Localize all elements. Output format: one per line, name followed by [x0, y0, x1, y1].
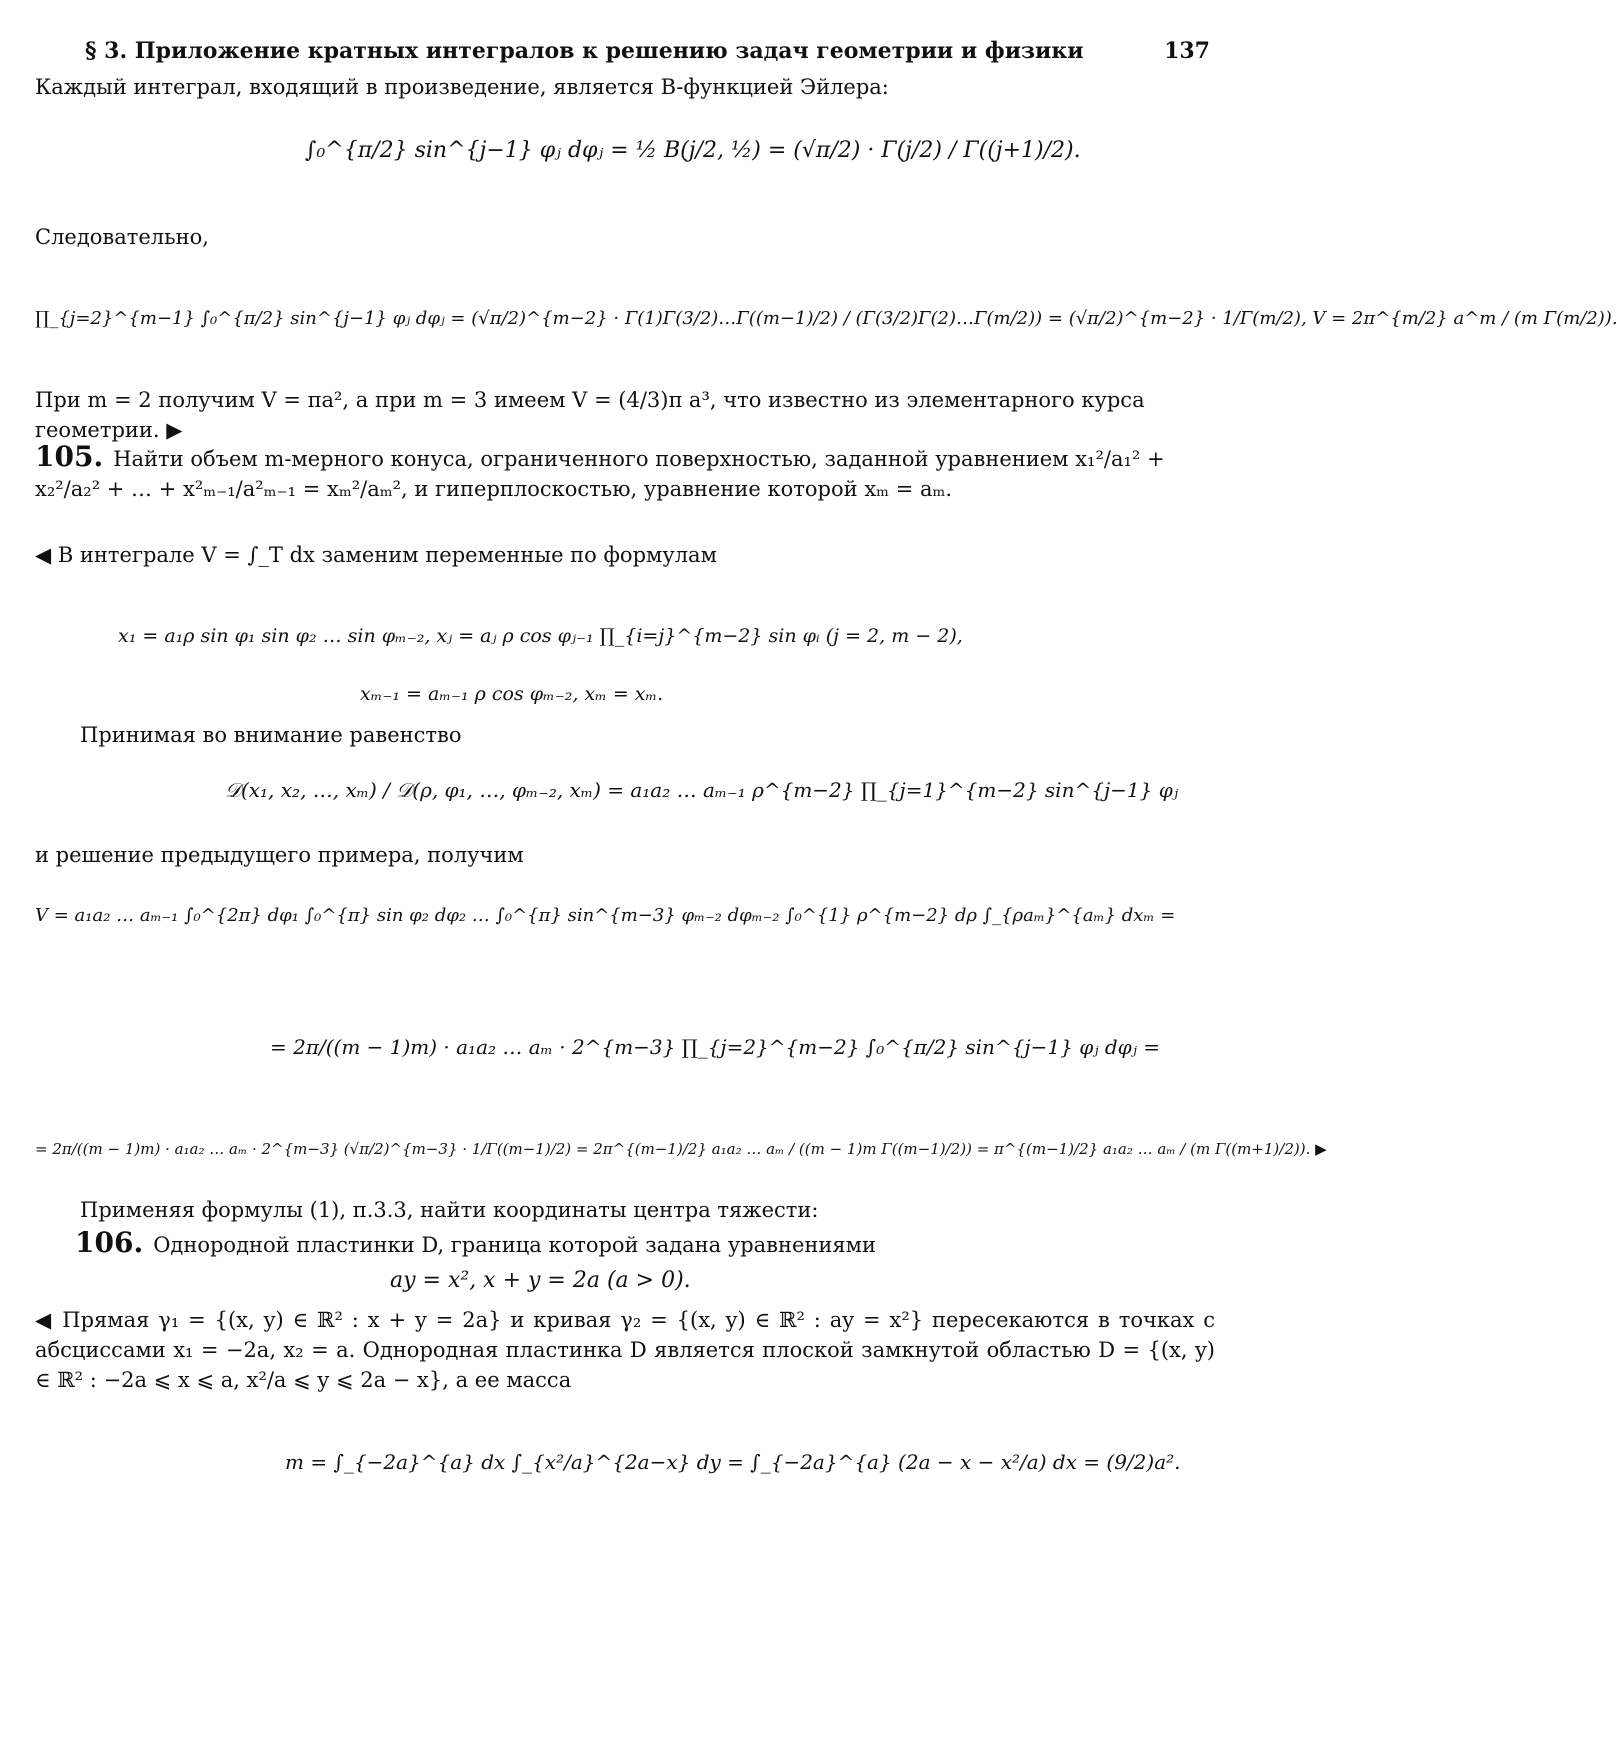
equation-volume-step: = 2π/((m − 1)m) · a₁a₂ … aₘ · 2^{m−3} ∏_{j=2}^{m−2} ∫₀^{π/2} sin^{j−1} φⱼ dφⱼ =	[270, 1035, 1161, 1059]
para-special-cases: При m = 2 получим V = πa², а при m = 3 имеем V = (4/3)π a³, что известно из элементарного курса геометрии. ▶	[35, 388, 1145, 442]
equation-product-integrals: ∏_{j=2}^{m−1} ∫₀^{π/2} sin^{j−1} φⱼ dφⱼ = (√π/2)^{m−2} · Γ(1)Γ(3/2)…Γ((m−1)/2) / (Γ(3/2)Γ(2)…Γ(m/2)) = (√π/2)^{m−2} · 1/Γ(m/2), V = 2π^{m/2} a^m / (m Γ(m/2)).	[35, 308, 1618, 329]
problem-105	[35, 442, 1215, 504]
equation-plate-mass: m = ∫_{−2a}^{a} dx ∫_{x²/a}^{2a−x} dy = ∫_{−2a}^{a} (2a − x − x²/a) dx = (9/2)a².	[285, 1450, 1181, 1474]
problem-106	[35, 1228, 1215, 1260]
equation-volume-integral: V = a₁a₂ … aₘ₋₁ ∫₀^{2π} dφ₁ ∫₀^{π} sin φ₂ dφ₂ … ∫₀^{π} sin^{m−3} φₘ₋₂ dφₘ₋₂ ∫₀^{1} ρ^{m−2} dρ ∫_{ρaₘ}^{aₘ} dxₘ =	[35, 905, 1176, 926]
problem-106-equations: ay = x², x + y = 2a (a > 0).	[390, 1268, 691, 1293]
equation-volume-result: = 2π/((m − 1)m) · a₁a₂ … aₘ · 2^{m−3} (√π/2)^{m−3} · 1/Γ((m−1)/2) = 2π^{(m−1)/2} a₁a₂ … aₘ / ((m − 1)m Γ((m−1)/2)) = π^{(m−1)/2} a₁a₂ … aₘ / (m Γ((m+1)/2)). ▶	[35, 1140, 1327, 1158]
problem-105-number: 105.	[35, 440, 104, 473]
para-solution-previous: и решение предыдущего примера, получим	[35, 843, 524, 867]
para-plate-region: ◀ Прямая γ₁ = {(x, y) ∈ ℝ² : x + y = 2a} и кривая γ₂ = {(x, y) ∈ ℝ² : ay = x²} пересекаются в точках с абсциссами x₁ = −2a, x₂ = a. Однородная пластинка D является плоской замкнутой областью D = {(x, y) ∈ ℝ² : −2a ⩽ x ⩽ a, x²/a ⩽ y ⩽ 2a − x}, а ее масса	[35, 1308, 1215, 1392]
section-title: § 3. Приложение кратных интегралов к решению задач геометрии и физики	[85, 38, 1084, 64]
equation-jacobian: 𝒟(x₁, x₂, …, xₘ) / 𝒟(ρ, φ₁, …, φₘ₋₂, xₘ) = a₁a₂ … aₘ₋₁ ρ^{m−2} ∏_{j=1}^{m−2} sin^{j−1} φⱼ	[225, 778, 1178, 802]
equation-beta-integral: ∫₀^{π/2} sin^{j−1} φⱼ dφⱼ = ½ B(j/2, ½) = (√π/2) · Γ(j/2) / Γ((j+1)/2).	[305, 138, 1081, 163]
para-euler-beta: Каждый интеграл, входящий в произведение, является B-функцией Эйлера:	[35, 75, 889, 99]
para-therefore: Следовательно,	[35, 225, 209, 249]
running-header	[85, 38, 1210, 64]
page-number: 137	[1164, 38, 1210, 64]
para-taking-into-account: Принимая во внимание равенство	[80, 723, 462, 747]
para-change-variables: ◀ В интеграле V = ∫_T dx заменим переменные по формулам	[35, 543, 717, 567]
equation-substitution-2: xₘ₋₁ = aₘ₋₁ ρ cos φₘ₋₂, xₘ = xₘ.	[360, 683, 664, 705]
problem-106-text: Однородной пластинки D, граница которой задана уравнениями	[153, 1233, 876, 1257]
para-centroid-task: Применяя формулы (1), п.3.3, найти координаты центра тяжести:	[80, 1198, 819, 1222]
problem-105-text: Найти объем m-мерного конуса, ограниченного поверхностью, заданной уравнением x₁²/a₁² + x₂²/a₂² + … + x²ₘ₋₁/a²ₘ₋₁ = xₘ²/aₘ², и гиперплоскостью, уравнение которой xₘ = aₘ.	[35, 447, 1165, 501]
equation-substitution-1: x₁ = a₁ρ sin φ₁ sin φ₂ … sin φₘ₋₂, xⱼ = aⱼ ρ cos φⱼ₋₁ ∏_{i=j}^{m−2} sin φᵢ (j = 2, m − 2),	[118, 625, 963, 647]
problem-106-number: 106.	[75, 1226, 144, 1259]
